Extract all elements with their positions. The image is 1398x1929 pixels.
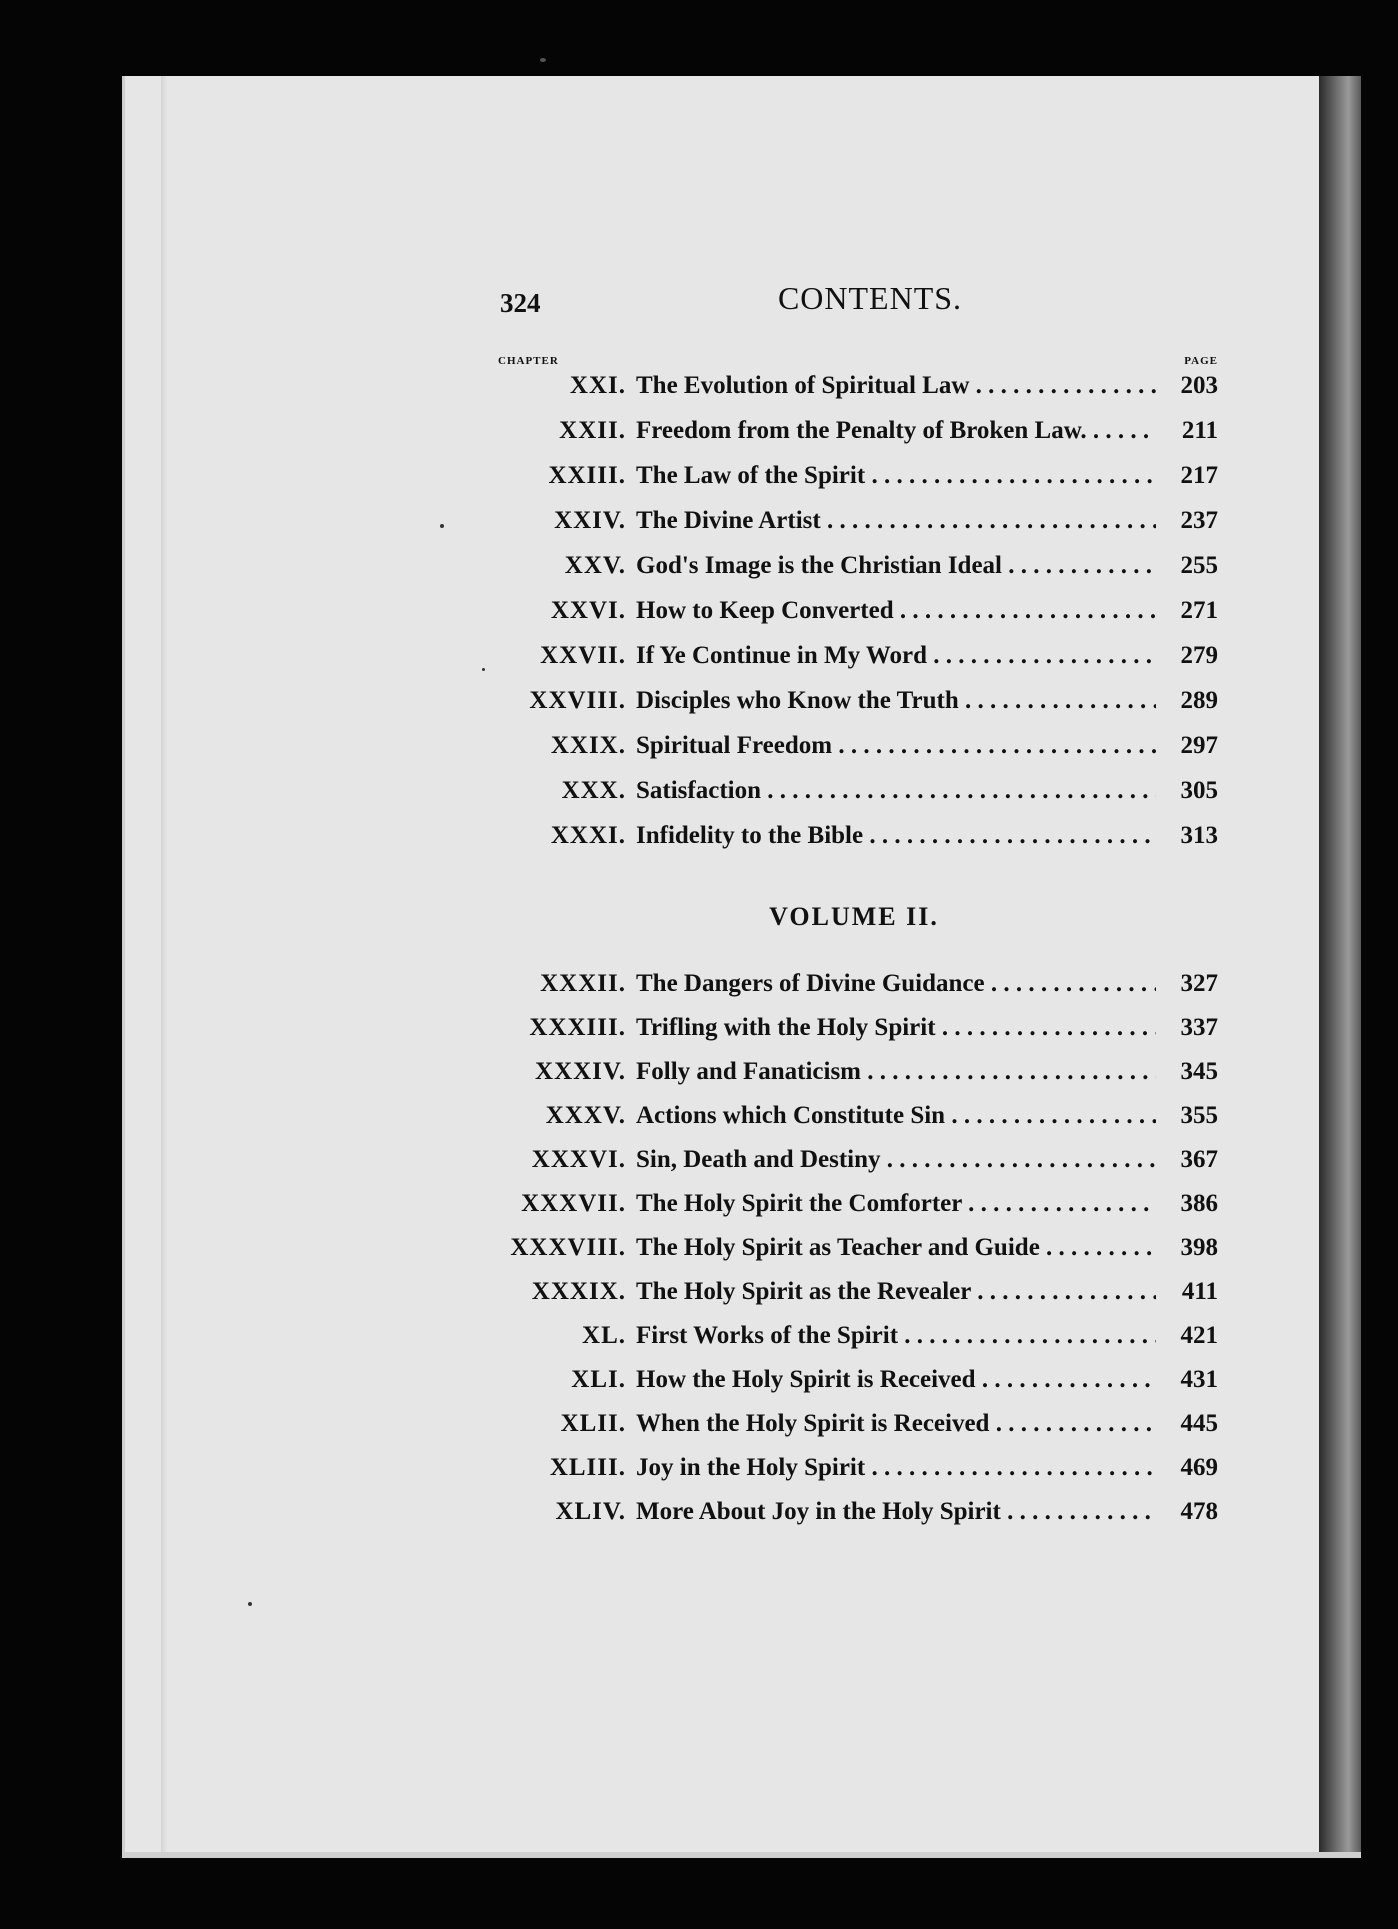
toc-entry [490,1190,1218,1226]
chapter-number: XXIII. [548,462,626,489]
chapter-number: XXXI. [550,822,626,849]
scan-speck [540,58,546,62]
page-reference: 237 [1180,507,1218,534]
chapter-number: XXVI. [550,597,626,624]
toc-entry [490,1454,1218,1490]
toc-entry [490,597,1218,633]
chapter-title: Actions which Constitute Sin . . . [636,1102,1156,1130]
chapter-title: More About Joy in the Holy Spirit . . . [636,1498,1156,1526]
chapter-title: Freedom from the Penalty of Broken Law. . . . [636,417,1156,445]
chapter-number: XLIV. [555,1498,626,1525]
toc-entry [490,1366,1218,1402]
chapter-title: If Ye Continue in My Word . . . [636,642,1156,670]
page-reference: 327 [1180,970,1218,997]
chapter-title: Joy in the Holy Spirit . . . [636,1454,1156,1482]
page-reference: 203 [1180,372,1218,399]
column-headings [498,355,1218,369]
toc-entry [490,1102,1218,1138]
scan-speck [482,668,485,671]
page-reference: 469 [1180,1454,1218,1481]
chapter-column-label: CHAPTER [498,355,559,367]
page-reference: 279 [1180,642,1218,669]
toc-entry [490,1322,1218,1358]
toc-entry [490,687,1218,723]
toc-entry [490,732,1218,768]
chapter-title: Infidelity to the Bible . . . [636,822,1156,850]
toc-entry [490,1146,1218,1182]
chapter-title: Disciples who Know the Truth . . . [636,687,1156,715]
book-spine-edge [1319,76,1361,1858]
chapter-number: XXV. [564,552,626,579]
chapter-number: XXXV. [545,1102,626,1129]
chapter-title: Satisfaction . . . [636,777,1156,805]
toc-entry [490,822,1218,858]
page-reference: 211 [1181,417,1218,444]
chapter-number: XXI. [569,372,626,399]
chapter-number: XXXII. [540,970,626,997]
page-reference: 271 [1180,597,1218,624]
chapter-title: Folly and Fanaticism . . . [636,1058,1156,1086]
page-reference: 478 [1180,1498,1218,1525]
toc-entry [490,1014,1218,1050]
toc-entry [490,970,1218,1006]
chapter-number: XXXVII. [521,1190,626,1217]
chapter-title: The Dangers of Divine Guidance . . . [636,970,1156,998]
page-number: 324 [500,288,541,318]
chapter-number: XXXVI. [531,1146,626,1173]
running-head [500,280,1218,320]
chapter-number: XLII. [560,1410,626,1437]
page-reference: 411 [1181,1278,1218,1305]
chapter-number: XXIV. [554,507,626,534]
chapter-number: XLIII. [549,1454,626,1481]
chapter-number: XXXIX. [531,1278,626,1305]
page-reference: 305 [1180,777,1218,804]
book-page [122,76,1361,1858]
chapter-number: XXIX. [550,732,626,759]
page-reference: 217 [1180,462,1218,489]
toc-entry [490,1498,1218,1534]
scan-speck [440,524,444,528]
chapter-title: Sin, Death and Destiny . . . [636,1146,1156,1174]
chapter-number: XXXIII. [529,1014,626,1041]
toc-entry [490,507,1218,543]
chapter-number: XXII. [559,417,626,444]
page-reference: 337 [1180,1014,1218,1041]
chapter-number: XLI. [571,1366,626,1393]
chapter-title: The Holy Spirit the Comforter . . . [636,1190,1156,1218]
toc-entry [490,1058,1218,1094]
page-reference: 355 [1180,1102,1218,1129]
chapter-title: Trifling with the Holy Spirit . . . [636,1014,1156,1042]
toc-entry [490,372,1218,408]
chapter-title: God's Image is the Christian Ideal . . . [636,552,1156,580]
page-reference: 345 [1180,1058,1218,1085]
chapter-title: The Law of the Spirit . . . [636,462,1156,490]
scan-speck [248,1602,252,1606]
page-reference: 313 [1180,822,1218,849]
page-bottom-edge [125,1852,1361,1858]
toc-entry [490,1410,1218,1446]
page-column-label: PAGE [1184,355,1218,367]
chapter-title: Spiritual Freedom . . . [636,732,1156,760]
chapter-title: How the Holy Spirit is Received . . . [636,1366,1156,1394]
volume-heading: VOLUME II. [769,902,939,931]
page-reference: 289 [1180,687,1218,714]
chapter-number: XXXVIII. [510,1234,626,1261]
page-reference: 431 [1180,1366,1218,1393]
toc-entry [490,417,1218,453]
chapter-title: The Evolution of Spiritual Law . . . [636,372,1156,400]
chapter-number: XXVIII. [529,687,626,714]
toc-entry [490,642,1218,678]
page-gutter-shadow [161,76,167,1858]
page-reference: 297 [1180,732,1218,759]
page-reference: 445 [1180,1410,1218,1437]
chapter-title: First Works of the Spirit . . . [636,1322,1156,1350]
chapter-title: The Divine Artist . . . [636,507,1156,535]
chapter-title: How to Keep Converted . . . [636,597,1156,625]
chapter-title: When the Holy Spirit is Received . . . [636,1410,1156,1438]
toc-entry [490,552,1218,588]
chapter-number: XXXIV. [535,1058,626,1085]
chapter-title: The Holy Spirit as the Revealer . . . [636,1278,1156,1306]
chapter-title: The Holy Spirit as Teacher and Guide . . . [636,1234,1156,1262]
page-reference: 421 [1180,1322,1218,1349]
page-reference: 398 [1180,1234,1218,1261]
page-reference: 367 [1180,1146,1218,1173]
toc-entry [490,462,1218,498]
page-title: CONTENTS. [777,280,963,316]
page-reference: 255 [1180,552,1218,579]
toc-entry [490,1278,1218,1314]
chapter-number: XL. [582,1322,626,1349]
toc-entry [490,1234,1218,1270]
toc-entry [490,777,1218,813]
chapter-number: XXX. [561,777,626,804]
chapter-number: XXVII. [540,642,626,669]
page-reference: 386 [1180,1190,1218,1217]
